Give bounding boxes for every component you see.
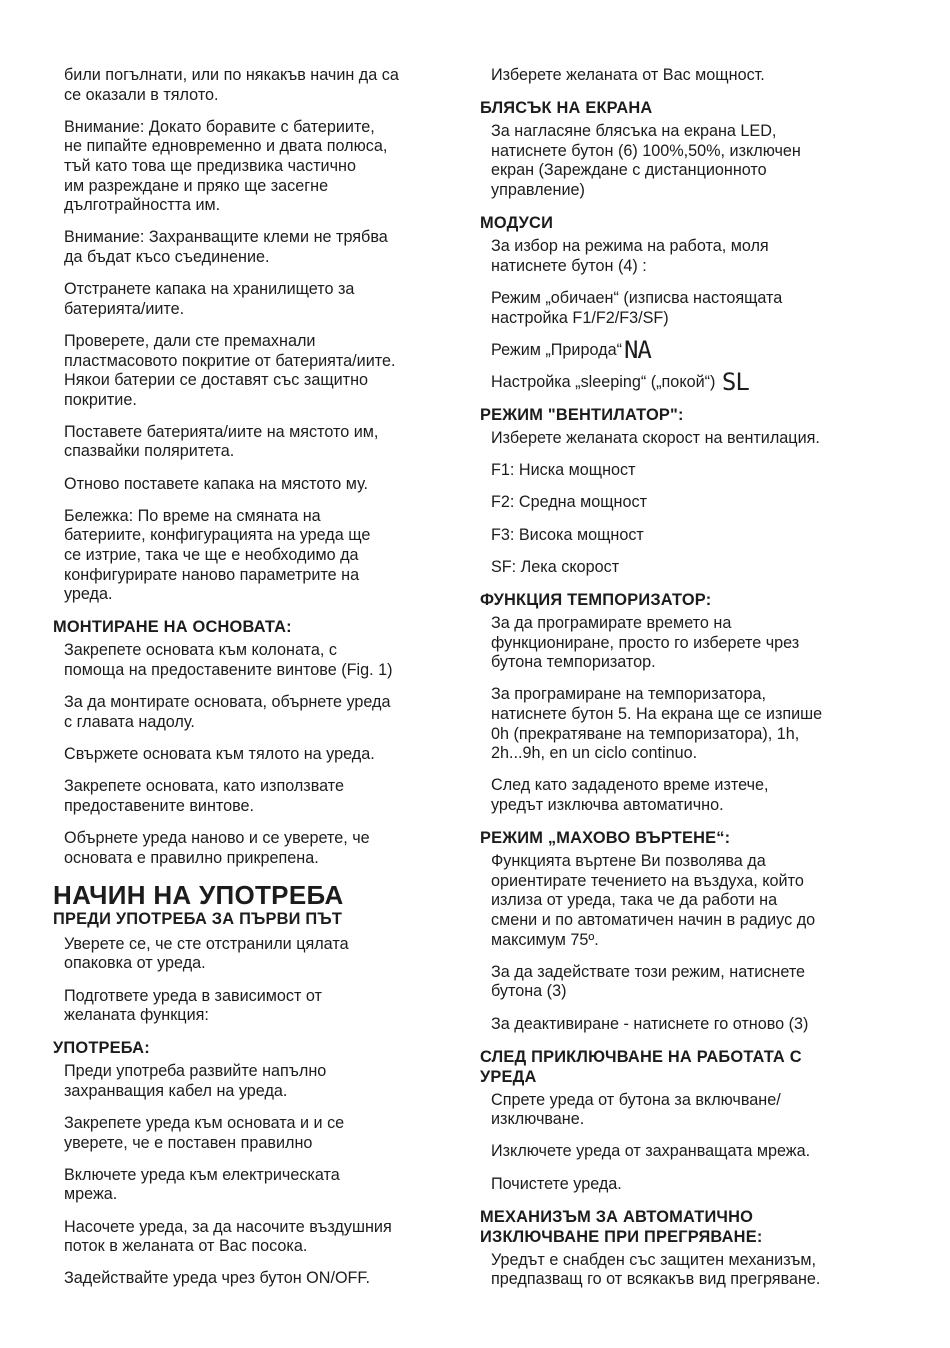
right-column: [480, 66, 890, 1303]
section-heading-swing: РЕЖИМ „МАХОВО ВЪРТЕНЕ“:: [480, 829, 731, 848]
mode-sleep-label: Настройка „sleeping“ („покой“): [491, 372, 716, 391]
chapter-title-usage: НАЧИН НА УПОТРЕБА: [53, 879, 344, 910]
section-heading-after-use: СЛЕД ПРИКЛЮЧВАНЕ НА РАБОТАТА С УРЕДА: [480, 1047, 802, 1086]
paragraph: Включете уреда към електрическата мрежа.: [64, 1165, 340, 1204]
paragraph: За нагласяне блясъка на екрана LED, натиснете бутон (6) 100%,50%, изключен екран (Зареждане с дистанционното управление): [491, 122, 801, 199]
paragraph: Подгответе уреда в зависимост от желаната функция:: [64, 986, 322, 1025]
paragraph: Закрепете уреда към основата и и се уверете, че е поставен правилно: [64, 1114, 345, 1152]
list-item: F2: Средна мощност: [491, 493, 648, 512]
display-sl-icon: SL: [721, 367, 749, 396]
list-item: SF: Лека скорост: [491, 557, 620, 576]
section-heading-fan-mode: РЕЖИМ "ВЕНТИЛАТОР":: [480, 406, 684, 425]
paragraph: [491, 367, 890, 396]
paragraph: Бележка: По време на смяната на батериите, конфигурацията на уреда ще се изтрие, така че ще е необходимо да конфигурирате наново параметрите на уреда.: [64, 506, 371, 604]
paragraph: Уредът е снабден със защитен механизъм, предпазващ го от всякакъв вид прегряване.: [491, 1250, 821, 1289]
section-heading-usage: УПОТРЕБА:: [53, 1039, 150, 1058]
paragraph: Преди употреба развийте напълно захранващия кабел на уреда.: [64, 1062, 327, 1100]
paragraph: Спрете уреда от бутона за включване/ изключване.: [491, 1090, 781, 1129]
paragraph: Отново поставете капака на мястото му.: [64, 474, 369, 493]
paragraph: Изберете желаната от Вас мощност.: [491, 66, 765, 84]
mode-nature-label: Режим „Природа“: [491, 340, 622, 359]
paragraph: Насочете уреда, за да насочите въздушния поток в желаната от Вас посока.: [64, 1217, 392, 1256]
paragraph: Свържете основата към тялото на уреда.: [64, 744, 375, 763]
section-heading-modes: МОДУСИ: [480, 214, 554, 233]
paragraph: За да програмирате времето на функциониране, просто го изберете чрез бутона темпоризатор.: [491, 614, 800, 672]
paragraph: Режим „обичаен“ (изписва настоящата настройка F1/F2/F3/SF): [491, 288, 783, 327]
paragraph: За да задействате този режим, натиснете бутона (3): [491, 962, 806, 1001]
paragraph: Проверете, дали сте премахнали пластмасовото покритие от батерията/иите. Някои батерии се доставят със защитно покритие.: [64, 331, 396, 409]
paragraph: Обърнете уреда наново и се уверете, че основата е правилно прикрепена.: [64, 828, 370, 867]
display-na-icon: NA: [623, 335, 651, 364]
section-heading-brightness: БЛЯСЪК НА ЕКРАНА: [480, 99, 653, 118]
paragraph: Задействайте уреда чрез бутон ON/OFF.: [64, 1269, 371, 1288]
paragraph: За да монтирате основата, обърнете уреда с главата надолу.: [64, 693, 391, 731]
section-heading-timer: ФУНКЦИЯ ТЕМПОРИЗАТОР:: [480, 591, 712, 610]
paragraph: Изберете желаната скорост на вентилация.: [491, 429, 820, 448]
paragraph: Почистете уреда.: [491, 1174, 622, 1193]
paragraph: След като зададеното време изтече, уредът изключва автоматично.: [491, 776, 769, 814]
section-heading-overheat: МЕХАНИЗЪМ ЗА АВТОМАТИЧНО ИЗКЛЮЧВАНЕ ПРИ ПРЕГРЯВАНЕ:: [480, 1207, 763, 1246]
section-heading-before-first-use: ПРЕДИ УПОТРЕБА ЗА ПЪРВИ ПЪТ: [53, 909, 343, 928]
paragraph: Внимание: Докато боравите с батериите, не пипайте едновременно и двата полюса, тъй като това ще предизвика частично им разреждане и пряко ще засегне дълготрайността им.: [64, 117, 388, 215]
paragraph: За програмиране на темпоризатора, натиснете бутон 5. На екрана ще се изпише 0h (прекратяване на темпоризатора), 1h, 2h...9h, en un ciclo continuo.: [491, 685, 823, 763]
paragraph: Поставете батерията/иите на мястото им, спазвайки поляритета.: [64, 422, 379, 461]
paragraph: Функцията въртене Ви позволява да ориентирате течението на въздуха, който излиза от уреда, така че да работи на смени и по автоматичен начин в радиус до максимум 75º.: [491, 852, 816, 949]
paragraph: За деактивиране - натиснете го отново (3): [491, 1014, 809, 1033]
paragraph: Внимание: Захранващите клеми не трябва да бъдат късо съединение.: [64, 228, 388, 266]
list-item: F3: Висока мощност: [491, 525, 644, 544]
list-item: F1: Ниска мощност: [491, 461, 636, 480]
paragraph: Закрепете основата към колоната, с помоща на предоставените винтове (Fig. 1): [64, 641, 393, 679]
left-column: [53, 66, 458, 1302]
paragraph: За избор на режима на работа, моля натиснете бутон (4) :: [491, 237, 769, 275]
paragraph: били погълнати, или по някакъв начин да са се оказали в тялото.: [64, 66, 399, 104]
paragraph: Уверете се, че сте отстранили цялата опаковка от уреда.: [64, 934, 349, 973]
paragraph: Отстранете капака на хранилището за батерията/иите.: [64, 280, 355, 318]
paragraph: Закрепете основата, като използвате предоставените винтове.: [64, 777, 345, 815]
paragraph: [491, 335, 890, 364]
paragraph: Изключете уреда от захранващата мрежа.: [491, 1142, 811, 1161]
section-heading-mounting: МОНТИРАНЕ НА ОСНОВАТА:: [53, 618, 292, 637]
